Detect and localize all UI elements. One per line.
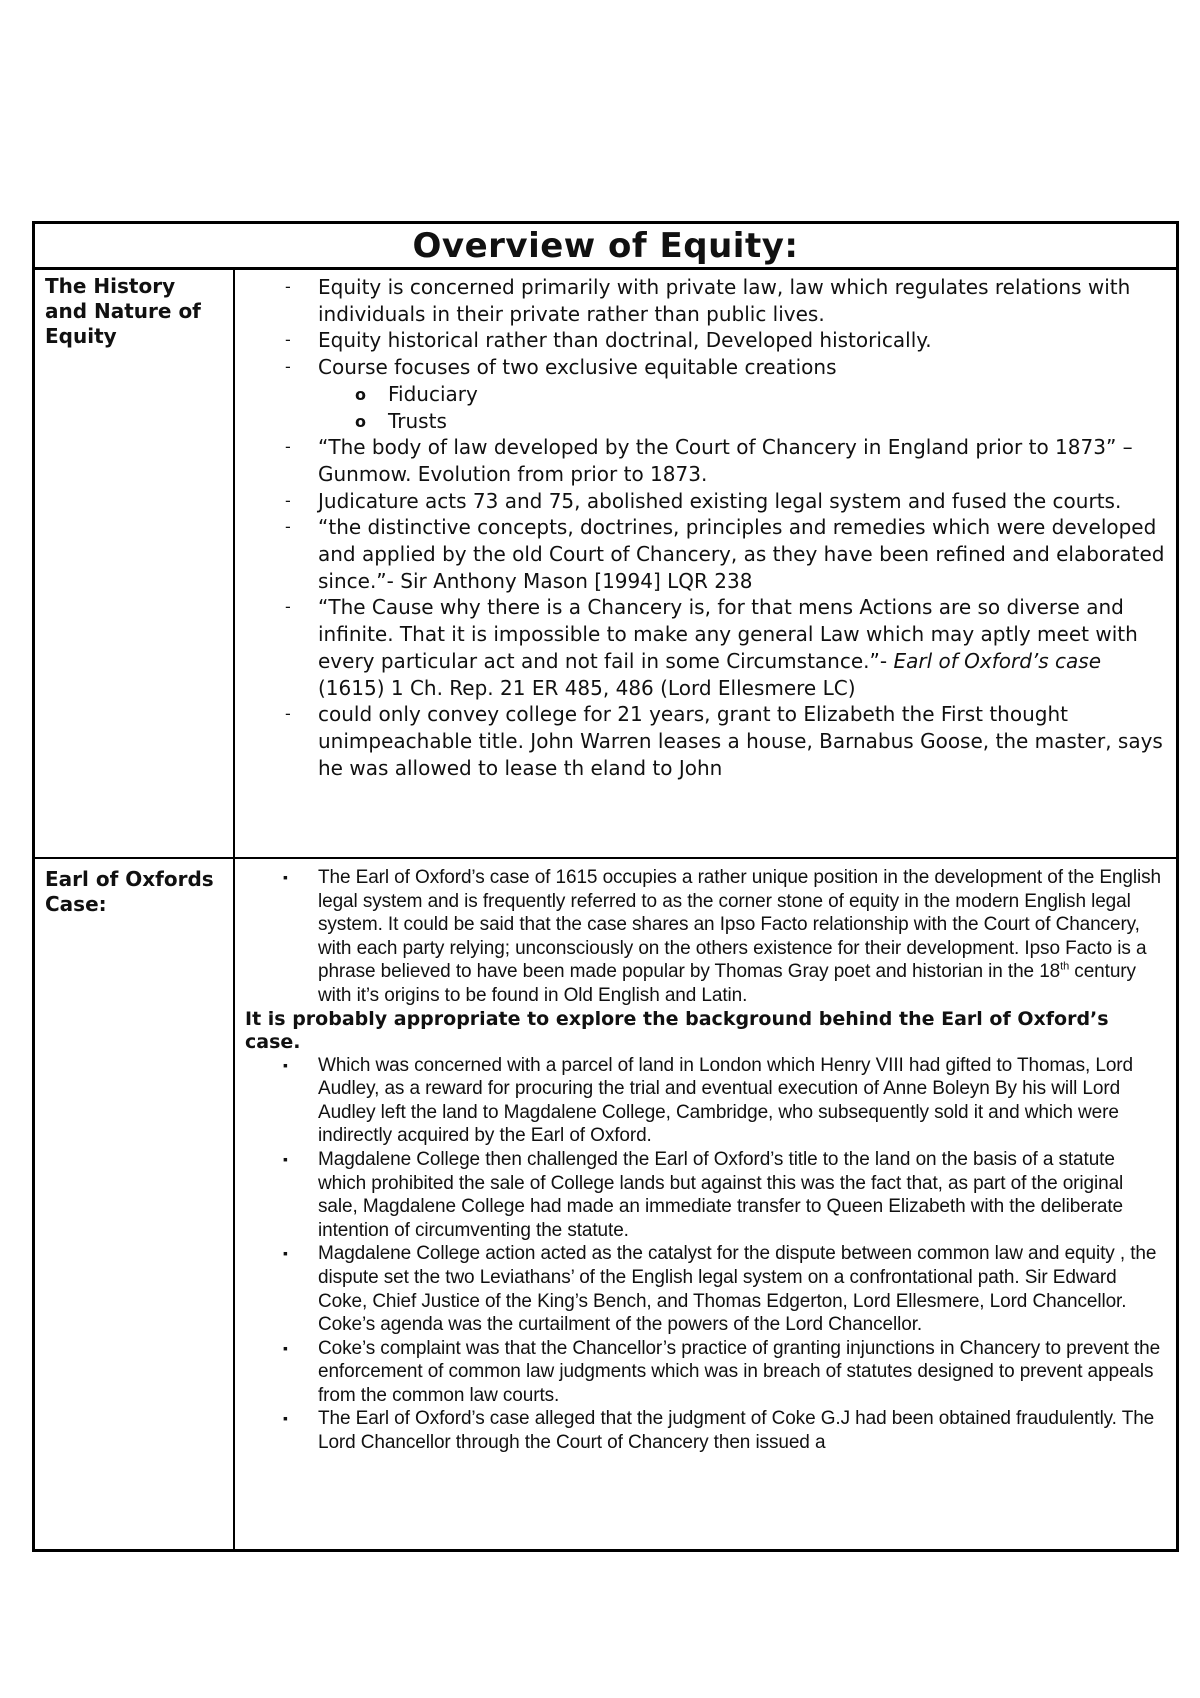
dash-marker: - (285, 437, 291, 457)
square-bullet-icon: ▪ (283, 1150, 288, 1167)
list-item: - “the distinctive concepts, doctrines, principles and remedies which were developed and applied by the old Court of Chancery, as they have been refined and elaborated since.”- Sir Anthony Mason [1994] LQR 238 (285, 515, 1165, 593)
list-item: ▪ Magdalene College action acted as the catalyst for the dispute between common law and equity , the dispute set the two Leviathans’ of the English legal system on a confrontational path. Sir Edward Coke, Chief Justice of the King’s Bench, and Thomas Edgerton, Lord Ellesmere, Lord Chancellor. Coke’s agenda was the curtailment of the powers of the Lord Chancellor. (283, 1243, 1157, 1336)
section-content-history (235, 270, 1176, 857)
list-item: - Course focuses of two exclusive equitable creations (285, 355, 837, 380)
list-item: ▪ The Earl of Oxford’s case alleged that the judgment of Coke G.J had been obtained fraudulently. The Lord Chancellor through the Court of Chancery then issued a (283, 1408, 1155, 1454)
list-item: - Judicature acts 73 and 75, abolished existing legal system and fused the courts. (285, 488, 1122, 513)
list-item: - could only convey college for 21 years, grant to Elizabeth the First thought unimpeachable title. John Warren leases a house, Barnabus Goose, the master, says he was allowed to lease th eland to John (285, 702, 1163, 780)
bold-heading-line: It is probably appropriate to explore the background behind the Earl of Oxford’s case. (245, 1007, 1109, 1053)
square-bullet-icon: ▪ (283, 1056, 288, 1073)
list-item: - “The Cause why there is a Chancery is, for that mens Actions are so diverse and infinite. That it is impossible to make any general Law which may aptly meet with every particular act and not fail in some Circumstance.”- Earl of Oxford’s case (1615) 1 Ch. Rep. 21 ER 485, 486 (Lord Ellesmere LC) (285, 595, 1138, 700)
dash-marker: - (285, 704, 291, 724)
dash-marker: - (285, 357, 291, 377)
table-row (35, 270, 1176, 857)
sub-list-item: o Fiduciary (245, 381, 1166, 408)
square-bullet-icon: ▪ (283, 1245, 288, 1262)
list-item: - Equity is concerned primarily with private law, law which regulates relations with individuals in their private rather than public lives. (285, 275, 1131, 326)
sub-bullet-icon: o (355, 411, 366, 431)
case-citation: Earl of Oxford’s case (893, 648, 1102, 673)
sub-list-item: o Trusts (245, 408, 1166, 435)
list-item: - Equity historical rather than doctrinal, Developed historically. (285, 328, 932, 353)
section-content-oxford (235, 859, 1176, 1549)
square-bullet-icon: ▪ (283, 869, 288, 885)
dash-marker: - (285, 490, 291, 510)
table-row (35, 857, 1176, 1549)
list-item: ▪ Magdalene College then challenged the Earl of Oxford’s title to the land on the basis of a statute which prohibited the sale of College lands but against this was the fact that, as part of the original sale, Magdalene College had made an immediate transfer to Queen Elizabeth with the deliberate intention of circumventing the statute. (283, 1148, 1124, 1241)
overview-table (32, 221, 1179, 1552)
list-item: - “The body of law developed by the Court of Chancery in England prior to 1873” – Gunmow. Evolution from prior to 1873. (285, 435, 1133, 486)
bullet-list (245, 1054, 1166, 1455)
list-item: ▪ The Earl of Oxford’s case of 1615 occupies a rather unique position in the development of the English legal system and is frequently referred to as the corner stone of equity in the modern English legal system. It could be said that the case shares an Ipso Facto relationship with the Court of Chancery, with each party relying; unconsciously on the others existence for their development. Ipso Facto is a phrase believed to have been made popular by Thomas Gray poet and historian in the 18th century with it’s origins to be found in Old English and Latin. (283, 867, 1161, 1006)
bullet-list (245, 274, 1166, 781)
dash-marker: - (285, 330, 291, 350)
section-label-oxford: Earl of Oxfords Case: (35, 859, 235, 1549)
section-label-history: The History and Nature of Equity (35, 270, 235, 857)
page-title: Overview of Equity: (35, 224, 1176, 270)
sub-bullet-icon: o (355, 384, 366, 404)
square-bullet-icon: ▪ (283, 1410, 288, 1427)
list-item: ▪ Coke’s complaint was that the Chancellor’s practice of granting injunctions in Chancery to prevent the enforcement of common law judgments which was in breach of statutes designed to prevent appeals from the common law courts. (283, 1337, 1161, 1406)
dash-marker: - (285, 517, 291, 537)
bullet-list (245, 866, 1166, 1008)
square-bullet-icon: ▪ (283, 1339, 288, 1356)
list-item: ▪ Which was concerned with a parcel of land in London which Henry VIII had gifted to Thomas, Lord Audley, as a reward for procuring the trial and eventual execution of Anne Boleyn By his will Lord Audley left the land to Magdalene College, Cambridge, who subsequently sold it and which were indirectly acquired by the Earl of Oxford. (283, 1054, 1133, 1147)
dash-marker: - (285, 277, 291, 296)
dash-marker: - (285, 597, 291, 617)
